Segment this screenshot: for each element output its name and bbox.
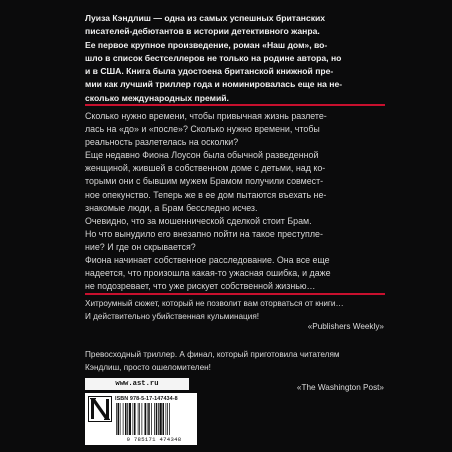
author-bio — [85, 12, 385, 105]
review-quote-line: Хитроумный сюжет, который не позволит вам оторваться от книги… — [85, 299, 344, 308]
synopsis-line: Фиона начинает собственное расследование. Она все еще — [85, 255, 330, 266]
barcode-panel — [85, 393, 197, 445]
synopsis-line: знакомые люди, а Брам бесследно исчез. — [85, 202, 258, 213]
red-divider-top — [85, 104, 385, 106]
ean-number: 9 785171 474348 — [126, 436, 182, 443]
isbn-label: ISBN 978-5-17-147434-8 — [115, 396, 178, 402]
synopsis-paragraph-3 — [85, 215, 385, 254]
author-bio-line: сколько международных премий. — [85, 92, 229, 103]
review-quote-1 — [85, 298, 385, 323]
synopsis-line: лась на «до» и «после»? Сколько нужно времени, чтобы — [85, 124, 320, 135]
review-source-2: «The Washington Post» — [296, 383, 384, 392]
ast-n-logo-icon — [88, 396, 112, 422]
author-bio-line: и в США. Книга была удостоена британской книжной пре- — [85, 66, 334, 77]
author-bio-line: писателей-дебютантов в истории детективного жанра. — [85, 26, 320, 37]
review-quote-line: Превосходный триллер. А финал, который приготовила читателям — [85, 350, 340, 359]
author-bio-line: шло в список бестселлеров не только на родине автора, но — [85, 52, 342, 63]
synopsis-paragraph-1 — [85, 110, 385, 149]
synopsis-line: ние? И где он скрывается? — [85, 241, 196, 252]
synopsis-line: торыми они с бывшим мужем Брамом получили совмест- — [85, 176, 324, 187]
synopsis-line: надеется, что произошла какая-то ужасная ошибка, и даже — [85, 268, 331, 279]
synopsis-paragraph-4 — [85, 254, 385, 293]
synopsis-line: ное опекунство. Теперь же в ее дом пытаются въехать не- — [85, 189, 327, 200]
author-bio-line: Луиза Кэндлиш — одна из самых успешных британских — [85, 13, 326, 23]
synopsis-line: реальность разлетелась на осколки? — [85, 137, 239, 148]
synopsis-line: не подозревает, что уже рискует собственной жизнью… — [85, 281, 316, 292]
review-quote-2 — [85, 349, 375, 374]
synopsis-line: Еще недавно Фиона Лоусон была обычной разведенной — [85, 150, 319, 161]
synopsis-line: Очевидно, что за мошеннической сделкой стоит Брам. — [85, 215, 312, 226]
review-source-1: «Publishers Weekly» — [307, 322, 384, 331]
author-bio-line: мии как лучший триллер года и номинировалась еще на не- — [85, 79, 343, 90]
synopsis-line: Но что вынудило его внезапно пойти на такое преступле- — [85, 228, 323, 239]
review-quote-line: Кэндлиш, просто ошеломителен! — [85, 362, 211, 372]
red-divider-bottom — [85, 293, 385, 295]
synopsis — [85, 110, 385, 293]
author-bio-line: Ее первое крупное произведение, роман «Наш дом», во- — [85, 39, 328, 50]
publisher-url: www.ast.ru — [85, 378, 189, 390]
review-quote-line: И действительно убийственная кульминация! — [85, 311, 260, 321]
synopsis-line: Сколько нужно времени, чтобы привычная жизнь разлете- — [85, 111, 327, 121]
synopsis-paragraph-2 — [85, 149, 385, 214]
synopsis-line: женщиной, жившей в собственном доме с детьми, над ко- — [85, 163, 326, 174]
barcode-icon — [115, 403, 193, 435]
